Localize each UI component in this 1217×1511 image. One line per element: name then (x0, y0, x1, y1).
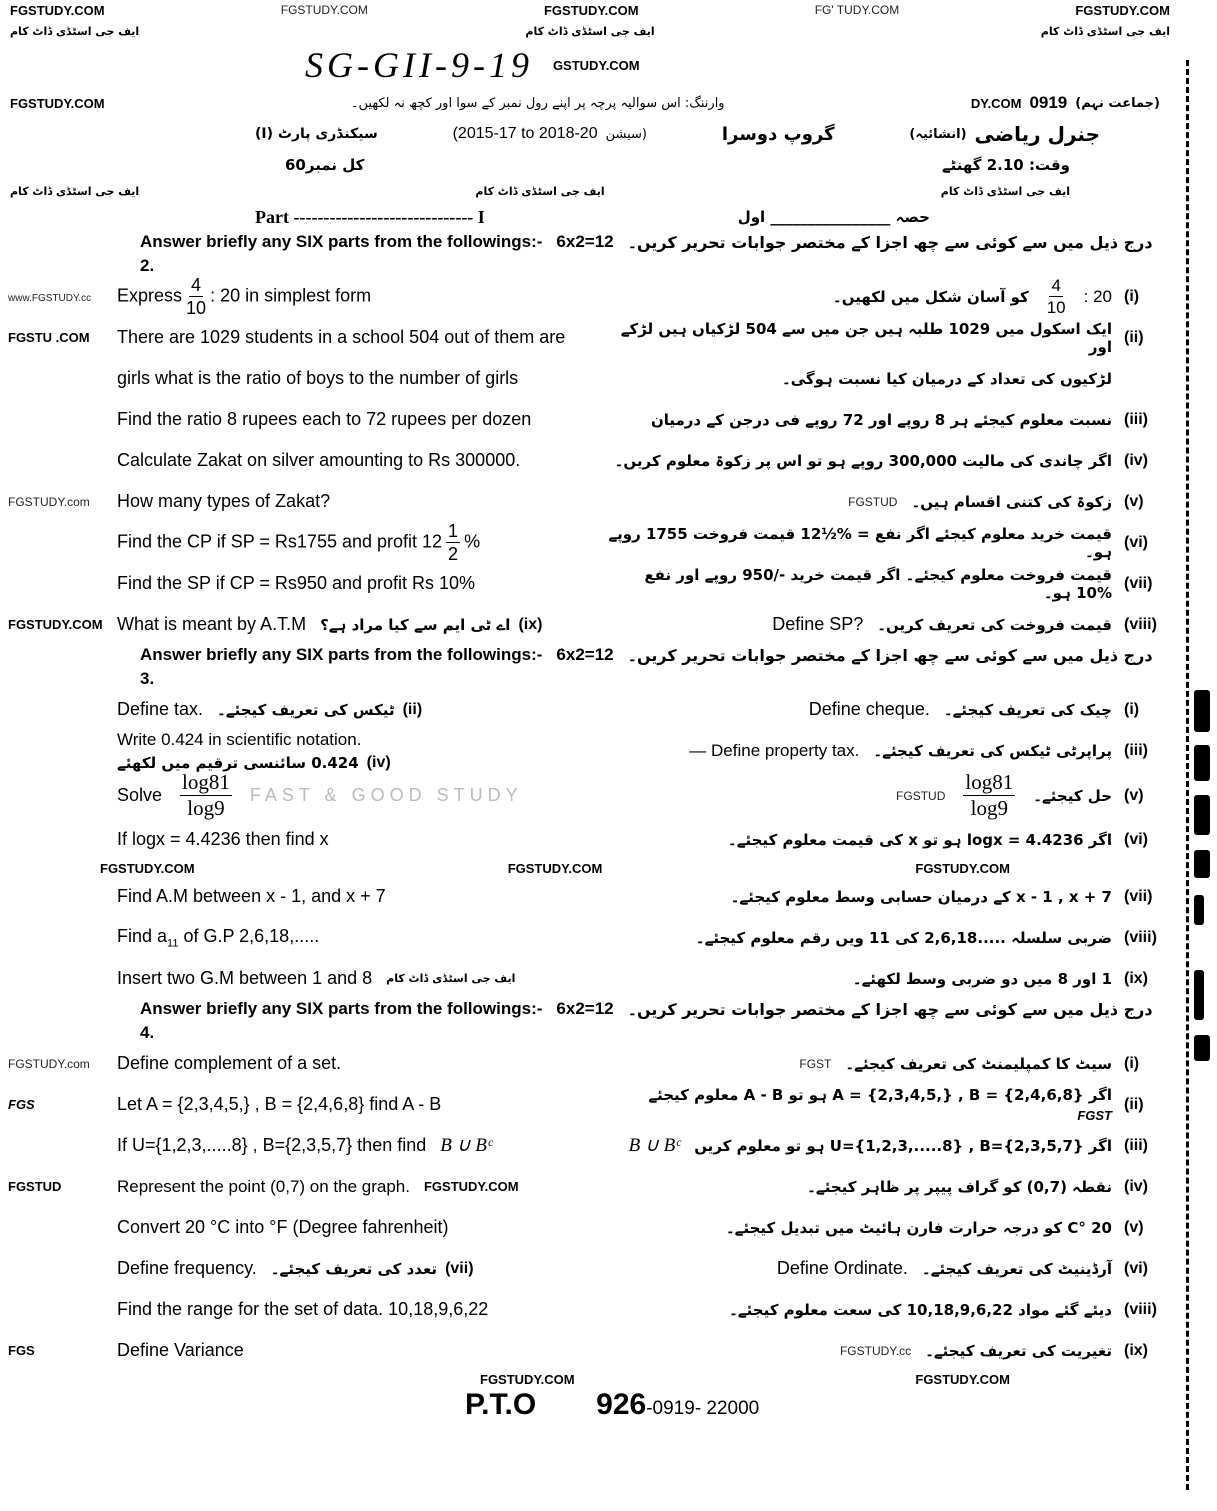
q2-iii-numeral: (iii) (1124, 410, 1148, 428)
q4-i-urdu: سیٹ کا کمپلیمنٹ کی تعریف کیجئے۔ (845, 1054, 1112, 1073)
q3-i-english: Define cheque. (808, 699, 930, 719)
q4-ii-urdu: اگر {2,4,6,8} = A = {2,3,4,5,} , B ہو تو A - B معلوم کیجئے (648, 1086, 1112, 1104)
margin-dashed-line (1186, 60, 1189, 1490)
q2-ii-numeral: (ii) (1124, 328, 1144, 346)
q4-v-urdu: 20 °C کو درجہ حرارت فارن ہائیٹ میں تبدیل کیجئے۔ (725, 1218, 1112, 1237)
margin-mark (1194, 895, 1204, 925)
watermark-urdu: ایف جی اسٹڈی ڈاٹ کام (10, 24, 140, 38)
watermark: FGST (799, 1056, 832, 1071)
watermark: FGSTUD (8, 1178, 62, 1194)
q4-vii-urdu (271, 1260, 474, 1278)
warning-text: وارننگ: اس سوالیہ پرچہ پر اپنے رول نمبر کے سوا اور کچھ نہ لکھیں۔ (350, 95, 725, 111)
q4-vi-urdu: آرڈینیٹ کی تعریف کیجئے۔ (921, 1259, 1112, 1278)
q2-number: 2. (140, 256, 155, 275)
watermark: GSTUDY.COM (552, 57, 640, 73)
margin-mark (1194, 745, 1210, 781)
q3-vi-numeral: (vi) (1124, 830, 1148, 848)
watermark: FGSTUDY.COM (100, 860, 195, 876)
session-label: (سیشن (605, 126, 647, 142)
q4-v-numeral: (v) (1124, 1218, 1144, 1236)
q3-ix-row (0, 958, 1180, 999)
q4-vii-numeral: (vii) (445, 1259, 474, 1277)
q4-viii-numeral: (viii) (1124, 1300, 1157, 1318)
q3-ix-urdu: 1 اور 8 میں دو ضربی وسط لکھئے۔ (852, 969, 1112, 988)
q2-i-urdu: کو آسان شکل میں لکھیں۔ (832, 287, 1029, 306)
q4-iv-english: Represent the point (0,7) on the graph. (117, 1176, 410, 1196)
q2-iii-urdu: نسبت معلوم کیجئے ہر 8 روپے اور 72 روپے فی درجن کے درمیان (650, 410, 1112, 429)
q2-i-urdu-math: : 20 (1083, 286, 1112, 306)
q4-ii-numeral: (ii) (1124, 1095, 1144, 1113)
q3-vii-english: Find A.M between x - 1, and x + 7 (117, 886, 386, 906)
q2-i-row (0, 276, 1180, 317)
q3-header (0, 645, 1180, 689)
q2-viii-urdu: قیمت فروخت کی تعریف کریں۔ (877, 615, 1112, 634)
watermark: FGSTUDY.COM (915, 1371, 1010, 1387)
q3-watermark-row (0, 860, 1180, 876)
watermark-stamp: FAST & GOOD STUDY (249, 785, 523, 805)
level-label: سیکنڈری پارٹ (I) (255, 126, 378, 142)
q4-iii-math: B ∪ Bᶜ (440, 1135, 492, 1156)
watermark: FGSTUDY.COM (480, 1371, 575, 1387)
watermark-urdu: ایف جی اسٹڈی ڈاٹ کام (386, 972, 516, 985)
q3-ii-urdu-text: ٹیکس کی تعریف کیجئے۔ (217, 700, 395, 719)
pto-label: P.T.O (465, 1388, 537, 1421)
q4-v-english: Convert 20 °C into °F (Degree fahrenheit) (117, 1217, 449, 1237)
q4-i-english: Define complement of a set. (117, 1053, 342, 1073)
margin-mark (1194, 850, 1210, 878)
part-row (0, 202, 1180, 232)
q4-header (0, 999, 1180, 1043)
watermark: FGSTUDY.COM (8, 616, 103, 632)
q4-instruction-urdu: درج ذیل میں سے کوئی سے چھ اجزا کے مختصر جوابات تحریر کریں۔ (627, 999, 1153, 1019)
q4-ix-urdu: تغیریت کی تعریف کیجئے۔ (925, 1341, 1112, 1360)
q2-v-urdu: زکوۃ کی کتنی اقسام ہیں۔ (911, 492, 1112, 511)
q2-ii-english-cont: girls what is the ratio of boys to the number of girls (117, 368, 519, 388)
q2-ii-urdu-cont: لڑکیوں کی تعداد کے درمیان کیا نسبت ہوگی۔ (781, 369, 1112, 388)
q2-instruction-urdu: درج ذیل میں سے کوئی سے چھ اجزا کے مختصر جوابات تحریر کریں۔ (627, 232, 1153, 252)
q2-i-english: Express $\frac{4}{10}$ : 20 in simplest form (117, 275, 372, 318)
q4-viii-english: Find the range for the set of data. 10,18,9,6,22 (117, 1299, 489, 1319)
watermark: FGSTUDY.COM (543, 2, 639, 18)
watermark: FGSTUDY.COM (1075, 2, 1170, 18)
margin-mark (1194, 970, 1204, 1020)
q3-vii-numeral: (vii) (1124, 887, 1153, 905)
session-years: (2015-17 to 2018-20 (452, 125, 598, 142)
q2-viii-english: Define SP? (772, 614, 864, 634)
q3-marks: 6x2=12 (556, 645, 614, 664)
q3-viii-row (0, 917, 1180, 958)
watermark: FGSTUDY.com (8, 1056, 90, 1071)
mid-urdu-watermark-row (0, 180, 1180, 202)
q2-ii-row (0, 317, 1180, 358)
paper-code: 0919 (1029, 93, 1068, 112)
session-group (453, 125, 647, 143)
q3-instruction: Answer briefly any SIX parts from the followings:- (140, 645, 543, 664)
q2-iii-english: Find the ratio 8 rupees each to 72 rupees per dozen (117, 409, 532, 429)
q2-header (0, 232, 1180, 276)
footer-watermark-row (0, 1371, 1180, 1387)
paper-type: (انشائیہ) (909, 126, 967, 142)
header-warning-row (0, 88, 1180, 118)
q3-number: 3. (140, 669, 155, 688)
q2-ix-english: What is meant by A.T.M (117, 614, 307, 634)
q3-instruction-urdu: درج ذیل میں سے کوئی سے چھ اجزا کے مختصر جوابات تحریر کریں۔ (627, 645, 1153, 665)
q2-vi-row (0, 522, 1180, 563)
q4-iii-math-urdu: B ∪ Bᶜ (628, 1135, 681, 1156)
q2-iv-row (0, 440, 1180, 481)
q2-vii-english: Find the SP if CP = Rs950 and profit Rs 10% (117, 573, 476, 593)
q2-v-english: How many types of Zakat? (117, 491, 331, 511)
watermark: FGSTUDY.COM (423, 1179, 519, 1194)
handwritten-code: SG-GII-9-19 (305, 45, 533, 85)
q3-v-fraction-urdu: $\frac{\log 81}{\log 9}$ (965, 770, 1014, 820)
q4-ix-numeral: (ix) (1124, 1341, 1148, 1359)
q3-vi-row (0, 819, 1180, 860)
q4-ix-row (0, 1330, 1180, 1371)
watermark-urdu: ایف جی اسٹڈی ڈاٹ کام (940, 184, 1070, 198)
q3-vi-english: If logx = 4.4236 then find x (117, 829, 329, 849)
q4-viii-urdu: دیئے گئے مواد 10,18,9,6,22 کی سعت معلوم کیجئے۔ (729, 1300, 1112, 1319)
q3-vii-row (0, 876, 1180, 917)
q2-ix-numeral: (ix) (518, 615, 543, 633)
watermark: FGSTUD (896, 788, 946, 803)
q3-v-fraction: $\frac{\log 81}{\log 9}$ (182, 770, 230, 820)
subject-group (909, 122, 1100, 146)
watermark: FGSTU .COM (8, 329, 90, 345)
top-urdu-watermark-row (0, 20, 1180, 42)
q2-i-urdu-fraction: $\frac{4}{10}$ (1046, 276, 1066, 317)
paper-code-group (971, 93, 1160, 113)
q3-viii-urdu: ضربی سلسلہ .....2,6,18 کی 11 ویں رقم معلوم کیجئے۔ (695, 928, 1112, 947)
q4-vi-english: Define Ordinate. (776, 1258, 908, 1278)
q2-iv-english: Calculate Zakat on silver amounting to Rs 300000. (117, 450, 521, 470)
watermark: FGS (8, 1342, 35, 1358)
q4-ix-english: Define Variance (117, 1340, 244, 1360)
q3-iii-english: — Define property tax. (689, 741, 860, 760)
q2-iv-numeral: (iv) (1124, 451, 1148, 469)
watermark: FGS (8, 1096, 35, 1112)
header-code-row (0, 42, 1180, 88)
q4-iii-row (0, 1125, 1180, 1166)
margin-mark (1194, 690, 1210, 732)
q4-iv-row (0, 1166, 1180, 1207)
header-subject-row (0, 118, 1180, 150)
q4-vii-english: Define frequency. (117, 1258, 257, 1278)
part-label-urdu: حصہ ________________ اول (737, 208, 930, 226)
class-label: (جماعت نہم) (1075, 95, 1160, 111)
q3-iii-numeral: (iii) (1124, 742, 1148, 759)
q3-i-numeral: (i) (1124, 700, 1140, 718)
q2-v-row (0, 481, 1180, 522)
watermark: FGSTUDY.com (8, 494, 90, 509)
q3-i-urdu: چیک کی تعریف کیجئے۔ (943, 700, 1112, 719)
q4-viii-row (0, 1289, 1180, 1330)
part-label: Part ------------------------------ I (255, 206, 485, 227)
q3-iii-urdu: پراپرٹی ٹیکس کی تعریف کیجئے۔ (873, 742, 1112, 760)
time-label: وقت: 2.10 گھنٹے (941, 156, 1070, 174)
total-marks: کل نمبر60 (285, 156, 365, 174)
q2-vii-urdu: قیمت فروخت معلوم کیجئے۔ اگر قیمت خرید -/950 روپے اور نفع %10 ہو۔ (644, 565, 1112, 602)
q3-viii-english: Find $a_{11}$ of G.P 2,6,18,..... (117, 925, 320, 950)
q2-ii-english: There are 1029 students in a school 504 out of them are (117, 327, 566, 347)
q2-vi-urdu: قیمت خرید معلوم کیجئے اگر نفع = %½12 قیمت فروخت 1755 روپے ہو۔ (608, 524, 1112, 561)
q4-iii-english: If U={1,2,3,.....8} , B={2,3,5,7} then find (117, 1135, 427, 1155)
q4-v-row (0, 1207, 1180, 1248)
q2-vii-numeral: (vii) (1124, 574, 1153, 592)
watermark-urdu: ایف جی اسٹڈی ڈاٹ کام (525, 24, 655, 38)
q4-vi-numeral: (vi) (1124, 1259, 1148, 1277)
margin-mark (1194, 795, 1210, 835)
q4-ii-row (0, 1084, 1180, 1125)
q4-number: 4. (140, 1023, 155, 1042)
q3-i-ii-row (0, 689, 1180, 730)
watermark: FGSTUDY.COM (280, 3, 368, 17)
q3-ix-numeral: (ix) (1124, 969, 1148, 987)
q2-vi-numeral: (vi) (1124, 533, 1148, 551)
q4-iv-urdu: نقطہ (0,7) کو گراف پیپر پر ظاہر کیجئے۔ (807, 1177, 1112, 1196)
footer-row (0, 1387, 1180, 1423)
q4-instruction: Answer briefly any SIX parts from the followings:- (140, 999, 543, 1018)
margin-mark (1194, 1035, 1210, 1061)
watermark: FGSTUDY.COM (10, 95, 105, 111)
watermark: www.FGSTUDY.cc (8, 292, 92, 304)
q2-viii-ix-row (0, 604, 1180, 645)
watermark: DY.COM (970, 95, 1022, 111)
q2-ii-cont-row (0, 358, 1180, 399)
q3-iii-iv-row (0, 730, 1180, 772)
watermark-urdu: ایف جی اسٹڈی ڈاٹ کام (10, 184, 140, 198)
watermark: FG' TUDY.COM (814, 3, 900, 17)
q4-ii-english: Let A = {2,3,4,5,} , B = {2,4,6,8} find A - B (117, 1094, 442, 1114)
q2-vi-english: Find the CP if SP = Rs1755 and profit 12 $\frac{1}{2}$ % (117, 521, 481, 564)
q3-iv-urdu-text: 0.424 سائنسی ترقیم میں لکھئے (117, 754, 359, 772)
q4-marks: 6x2=12 (556, 999, 614, 1018)
q2-v-numeral: (v) (1124, 492, 1144, 510)
watermark: FGSTUDY.COM (507, 860, 603, 876)
q4-i-numeral: (i) (1124, 1054, 1140, 1072)
q2-viii-numeral: (viii) (1124, 615, 1157, 633)
watermark: FGSTUDY.COM (915, 860, 1010, 876)
q3-v-numeral: (v) (1124, 786, 1144, 804)
q3-vii-urdu: x - 1 , x + 7 کے درمیان حسابی وسط معلوم کیجئے۔ (730, 887, 1112, 906)
q3-iv-urdu (117, 754, 391, 772)
subject-title: جنرل ریاضی (974, 122, 1100, 146)
q2-marks: 6x2=12 (556, 232, 614, 251)
q3-v-urdu: حل کیجئے۔ (1033, 786, 1112, 805)
footer-code: 926-0919- 22000 (596, 1388, 760, 1421)
q3-ii-numeral: (ii) (402, 700, 423, 718)
q2-iii-row (0, 399, 1180, 440)
group-label: گروپ دوسرا (721, 123, 835, 145)
header-marks-row (0, 150, 1180, 180)
q3-v-row (0, 772, 1180, 819)
q2-ix-urdu (320, 616, 542, 634)
q3-viii-numeral: (viii) (1124, 928, 1157, 946)
q2-i-numeral: (i) (1124, 287, 1140, 305)
q4-vii-urdu-text: تعدد کی تعریف کیجئے۔ (270, 1259, 438, 1278)
watermark: FGSTUDY.COM (10, 2, 105, 18)
watermark: FGSTUD (848, 494, 898, 509)
q3-ii-urdu (217, 701, 422, 719)
q4-iii-urdu: اگر {2,3,5,7}=U={1,2,3,.....8} , B ہو تو معلوم کریں (694, 1136, 1112, 1155)
q3-vi-urdu: اگر logx = 4.4236 ہو تو x کی قیمت معلوم کیجئے۔ (727, 830, 1112, 849)
q2-ix-urdu-text: اے ٹی ایم سے کیا مراد ہے؟ (320, 615, 511, 634)
q2-instruction: Answer briefly any SIX parts from the followings:- (140, 232, 543, 251)
q3-ii-english: Define tax. (117, 699, 204, 719)
watermark: FGST (1077, 1108, 1112, 1123)
q3-ix-english: Insert two G.M between 1 and 8 (117, 968, 373, 988)
q2-ii-urdu: ایک اسکول میں 1029 طلبہ ہیں جن میں سے 504 لڑکیاں ہیں لڑکے اور (620, 319, 1112, 356)
top-watermark-row (0, 0, 1180, 20)
q4-i-row (0, 1043, 1180, 1084)
q4-vi-vii-row (0, 1248, 1180, 1289)
q4-iii-numeral: (iii) (1124, 1136, 1148, 1154)
q3-v-english: Solve (117, 785, 163, 805)
q3-iv-english: Write 0.424 in scientific notation. (117, 730, 362, 749)
q2-iv-urdu: اگر چاندی کی مالیت 300,000 روپے ہو تو اس پر زکوۃ معلوم کریں۔ (614, 451, 1112, 470)
watermark: FGSTUDY.cc (839, 1343, 912, 1358)
q4-iv-numeral: (iv) (1124, 1177, 1148, 1195)
watermark-urdu: ایف جی اسٹڈی ڈاٹ کام (1040, 24, 1170, 38)
q3-iv-numeral: (iv) (366, 754, 391, 771)
watermark-urdu: ایف جی اسٹڈی ڈاٹ کام (475, 184, 605, 198)
q2-vii-row (0, 563, 1180, 604)
